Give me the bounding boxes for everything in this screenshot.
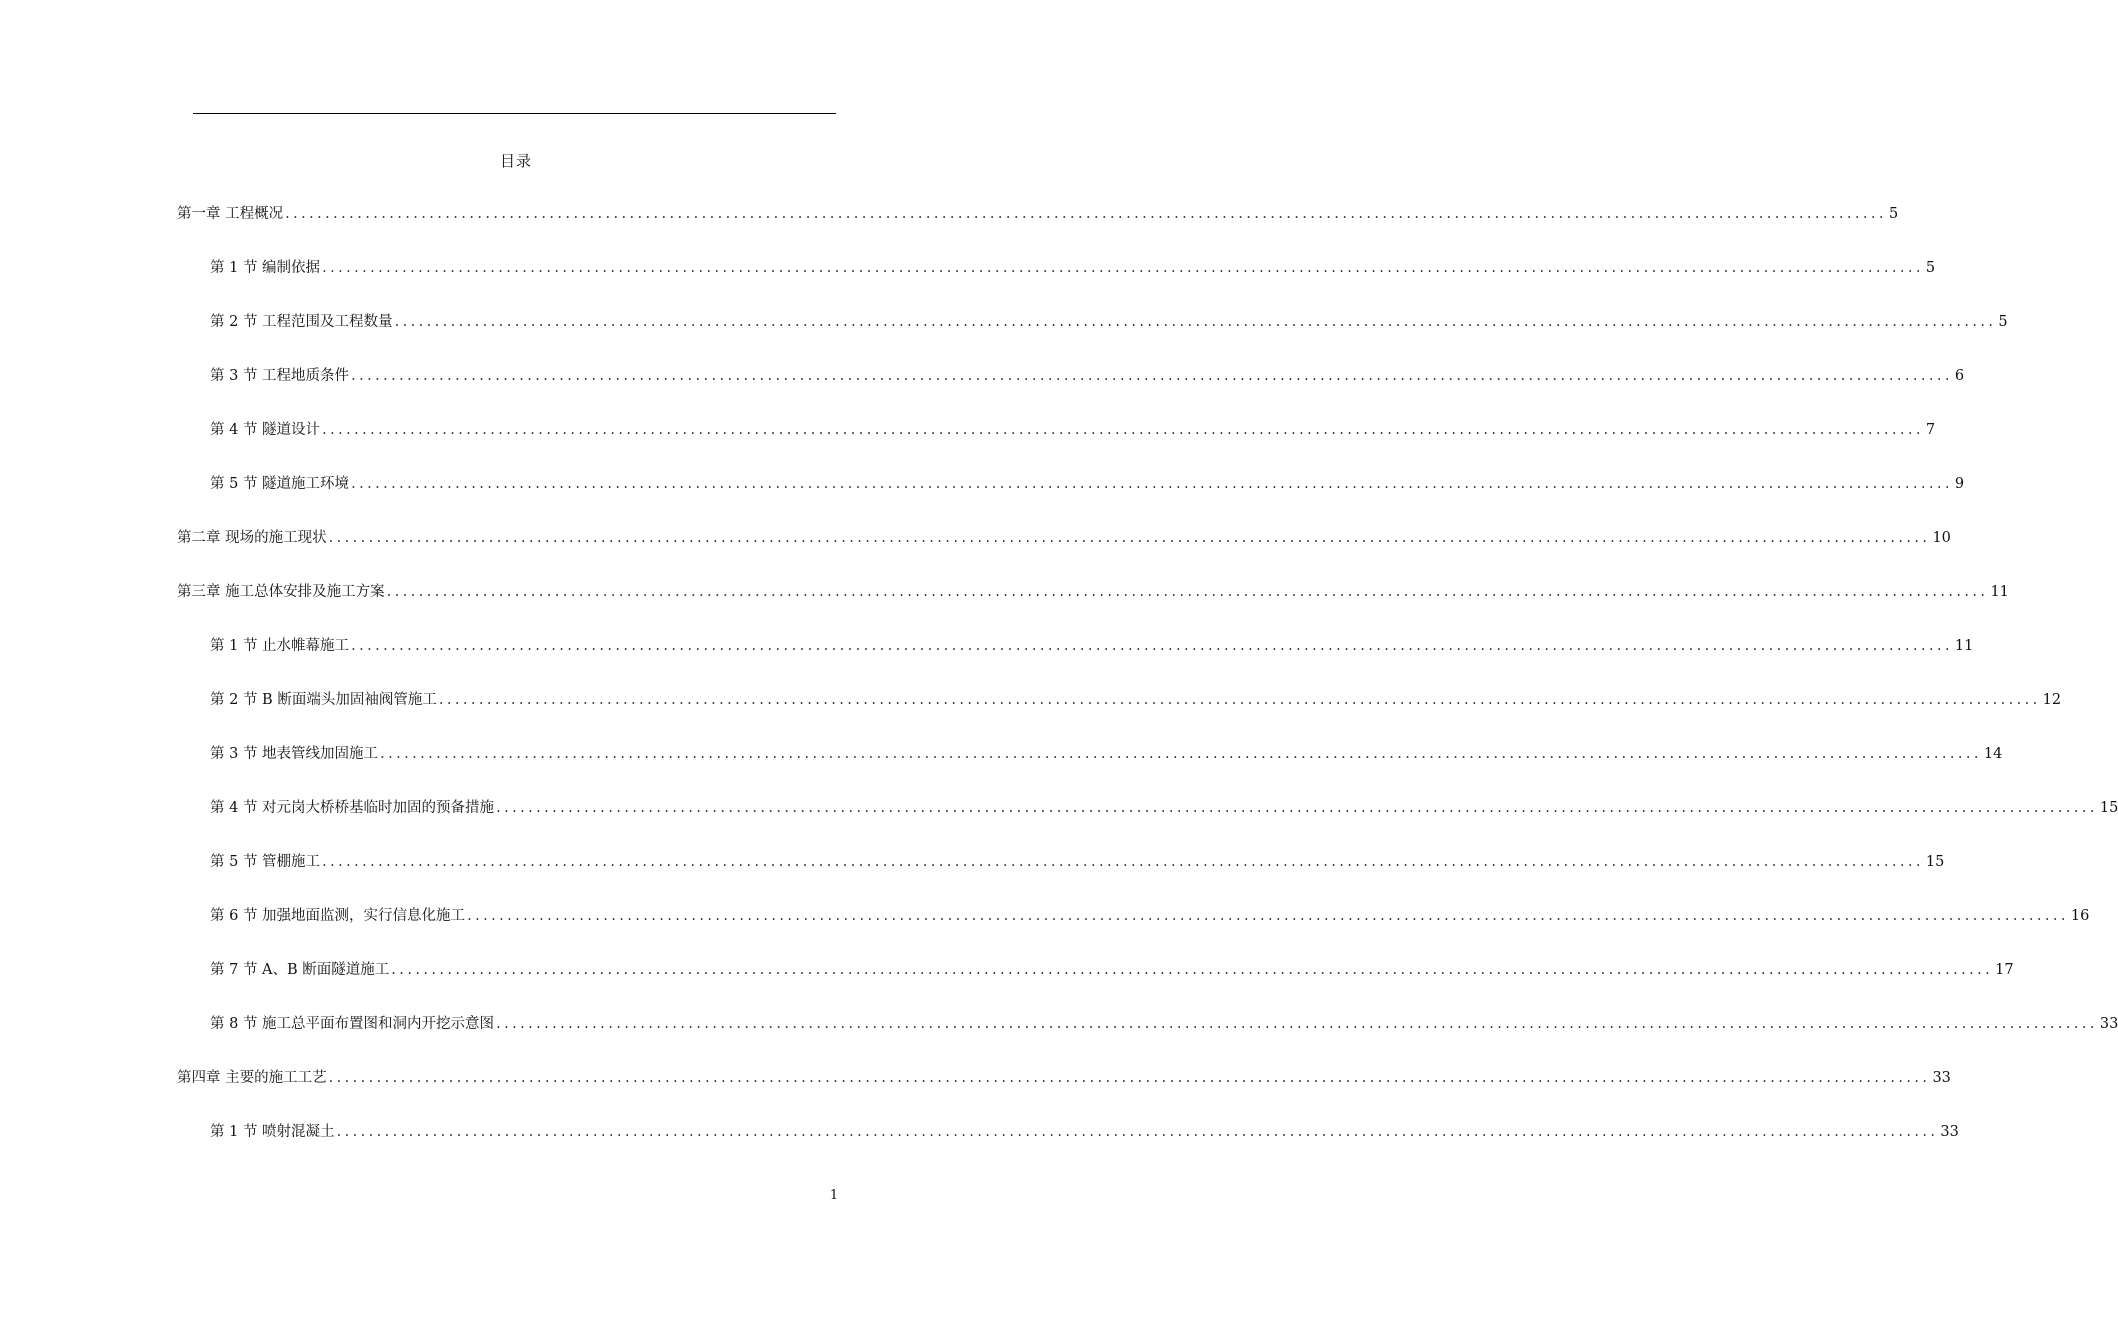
toc-entry-chapter[interactable] [177, 202, 1899, 226]
toc-dot-leader: ........................................................................................................................................................................................................ [322, 854, 1924, 870]
toc-entry-section[interactable] [210, 688, 2062, 712]
toc-dot-leader: ........................................................................................................................................................................................................ [351, 638, 1953, 654]
toc-entry-page: 15 [1925, 854, 1945, 870]
toc-entry-label: 第 2 节 工程范围及工程数量 [210, 314, 393, 330]
toc-entry-section[interactable] [210, 958, 2014, 982]
page-number: 1 [829, 1188, 839, 1203]
toc-dot-leader: ........................................................................................................................................................................................................ [351, 368, 1953, 384]
toc-entry-section[interactable] [210, 1012, 2118, 1036]
toc-dot-leader: ........................................................................................................................................................................................................ [394, 314, 1997, 330]
toc-dot-leader: ........................................................................................................................................................................................................ [322, 422, 1924, 438]
toc-entry-section[interactable] [210, 310, 2008, 334]
toc-dot-leader: ........................................................................................................................................................................................................ [467, 908, 2069, 924]
toc-entry-section[interactable] [210, 904, 2090, 928]
toc-dot-leader: ........................................................................................................................................................................................................ [328, 1070, 1931, 1086]
toc-entry-label: 第一章 工程概况 [177, 206, 284, 222]
toc-entry-page: 33 [1940, 1124, 1959, 1140]
toc-entry-section[interactable] [210, 472, 1965, 496]
toc-entry-label: 第 6 节 加强地面监测，实行信息化施工 [210, 908, 466, 924]
toc-entry-section[interactable] [210, 1120, 1959, 1144]
toc-entry-page: 17 [1995, 962, 2014, 978]
toc-entry-page: 5 [1998, 314, 2008, 330]
toc-dot-leader: ........................................................................................................................................................................................................ [285, 206, 1887, 222]
toc-title: 目录 [499, 152, 532, 170]
toc-entry-section[interactable] [210, 796, 2118, 820]
toc-dot-leader: ........................................................................................................................................................................................................ [386, 584, 1989, 600]
toc-entry-label: 第 4 节 隧道设计 [210, 422, 321, 438]
toc-entry-label: 第 4 节 对元岗大桥桥基临时加固的预备措施 [210, 800, 495, 816]
toc-entry-label: 第 5 节 管棚施工 [210, 854, 321, 870]
toc-entry-page: 5 [1925, 260, 1936, 276]
toc-dot-leader: ........................................................................................................................................................................................................ [391, 962, 1994, 978]
toc-entry-label: 第四章 主要的施工工艺 [177, 1070, 327, 1086]
toc-entry-page: 15 [2099, 800, 2118, 816]
toc-entry-section[interactable] [210, 364, 1965, 388]
toc-entry-label: 第 3 节 工程地质条件 [210, 368, 350, 384]
toc-entry-page: 7 [1925, 422, 1936, 438]
toc-entry-label: 第 5 节 隧道施工环境 [210, 476, 350, 492]
toc-entry-section[interactable] [210, 256, 1936, 280]
toc-dot-leader: ........................................................................................................................................................................................................ [496, 800, 2098, 816]
toc-entry-page: 10 [1932, 530, 1951, 546]
toc-entry-label: 第 1 节 止水帷幕施工 [210, 638, 350, 654]
toc-entry-page: 33 [2099, 1016, 2118, 1032]
toc-entry-label: 第 8 节 施工总平面布置图和洞内开挖示意图 [210, 1016, 495, 1032]
toc-dot-leader: ........................................................................................................................................................................................................ [351, 476, 1953, 492]
toc-entry-label: 第 7 节 A、B 断面隧道施工 [210, 962, 390, 978]
toc-entry-page: 16 [2070, 908, 2090, 924]
toc-dot-leader: ........................................................................................................................................................................................................ [328, 530, 1931, 546]
toc-entry-chapter[interactable] [177, 580, 2009, 604]
toc-entry-section[interactable] [210, 418, 1936, 442]
toc-entry-label: 第二章 现场的施工现状 [177, 530, 327, 546]
toc-entry-page: 5 [1888, 206, 1899, 222]
toc-dot-leader: ........................................................................................................................................................................................................ [496, 1016, 2098, 1032]
toc-entry-chapter[interactable] [177, 526, 1951, 550]
toc-entry-section[interactable] [210, 634, 1974, 658]
toc-entry-page: 14 [1983, 746, 2003, 762]
toc-dot-leader: ........................................................................................................................................................................................................ [322, 260, 1924, 276]
toc-dot-leader: ........................................................................................................................................................................................................ [336, 1124, 1939, 1140]
toc-entry-page: 11 [1990, 584, 2009, 600]
toc-entry-label: 第 3 节 地表管线加固施工 [210, 746, 379, 762]
toc-entry-label: 第 1 节 编制依据 [210, 260, 321, 276]
toc-entry-page: 33 [1932, 1070, 1951, 1086]
toc-entry-label: 第三章 施工总体安排及施工方案 [177, 584, 385, 600]
toc-entry-page: 11 [1954, 638, 1974, 654]
toc-entry-section[interactable] [210, 850, 1945, 874]
toc-entry-label: 第 2 节 B 断面端头加固袖阀管施工 [210, 692, 437, 708]
header-rule [193, 113, 836, 114]
toc-entry-chapter[interactable] [177, 1066, 1951, 1090]
toc-dot-leader: ........................................................................................................................................................................................................ [438, 692, 2041, 708]
toc-entry-page: 6 [1954, 368, 1965, 384]
toc-entry-page: 9 [1954, 476, 1965, 492]
toc-entry-section[interactable] [210, 742, 2003, 766]
toc-dot-leader: ........................................................................................................................................................................................................ [380, 746, 1982, 762]
toc-entry-label: 第 1 节 喷射混凝土 [210, 1124, 335, 1140]
toc-entry-page: 12 [2042, 692, 2062, 708]
